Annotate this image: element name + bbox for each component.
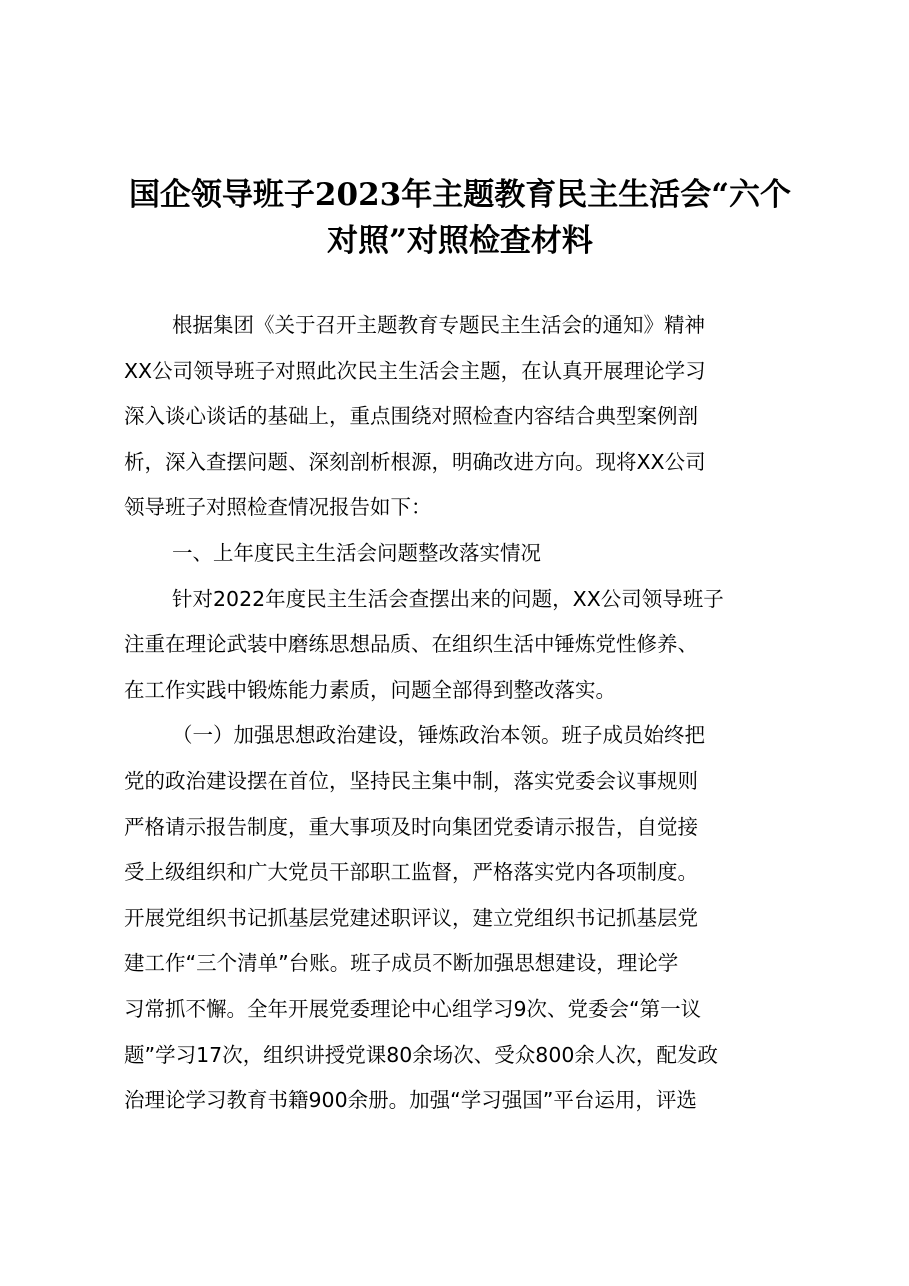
document-title	[100, 172, 820, 264]
paragraph-line: 领导班子对照检查情况报告如下：	[124, 495, 432, 520]
paragraph-line: 受上级组织和广大党员干部职工监督，严格落实党内各项制度。	[124, 860, 698, 885]
paragraph-line: 根据集团《关于召开主题教育专题民主生活会的通知》精神	[172, 313, 705, 337]
paragraph-line: 治理论学习教育书籍900余册。加强“学习强国”平台运用，评选	[124, 1088, 697, 1113]
paragraph-line: 习常抓不懈。全年开展党委理论中心组学习9次、党委会“第一议	[124, 996, 702, 1021]
paragraph-line: （一）加强思想政治建设，锤炼政治本领。班子成员始终把	[172, 723, 705, 748]
title-line-1: 国企领导班子2023年主题教育民主生活会“六个	[128, 177, 792, 213]
document-body	[124, 303, 824, 1124]
paragraph-line: 党的政治建设摆在首位，坚持民主集中制，落实党委会议事规则	[124, 768, 698, 793]
title-line-2: 对照”对照检查材料	[327, 223, 593, 259]
paragraph-line: 建工作“三个清单”台账。班子成员不断加强思想建设，理论学	[124, 951, 679, 976]
paragraph-line: 题”学习17次，组织讲授党课80余场次、受众800余人次，配发政	[124, 1042, 718, 1067]
paragraph-line: 深入谈心谈话的基础上，重点围绕对照检查内容结合典型案例剖	[124, 404, 698, 429]
paragraph-line: 在工作实践中锻炼能力素质，问题全部得到整改落实。	[124, 677, 616, 702]
paragraph-line: 析，深入查摆问题、深刻剖析根源，明确改进方向。现将XX公司	[124, 449, 706, 474]
paragraph-line: XX公司领导班子对照此次民主生活会主题，在认真开展理论学习	[124, 358, 706, 383]
paragraph-line: 开展党组织书记抓基层党建述职评议，建立党组织书记抓基层党	[124, 905, 698, 930]
paragraph-line: 针对2022年度民主生活会查摆出来的问题，XX公司领导班子	[172, 586, 724, 611]
paragraph-line: 注重在理论武装中磨练思想品质、在组织生活中锤炼党性修养、	[124, 632, 698, 657]
section-heading: 一、上年度民主生活会问题整改落实情况	[172, 540, 541, 565]
paragraph-line: 严格请示报告制度，重大事项及时向集团党委请示报告，自觉接	[124, 814, 698, 839]
